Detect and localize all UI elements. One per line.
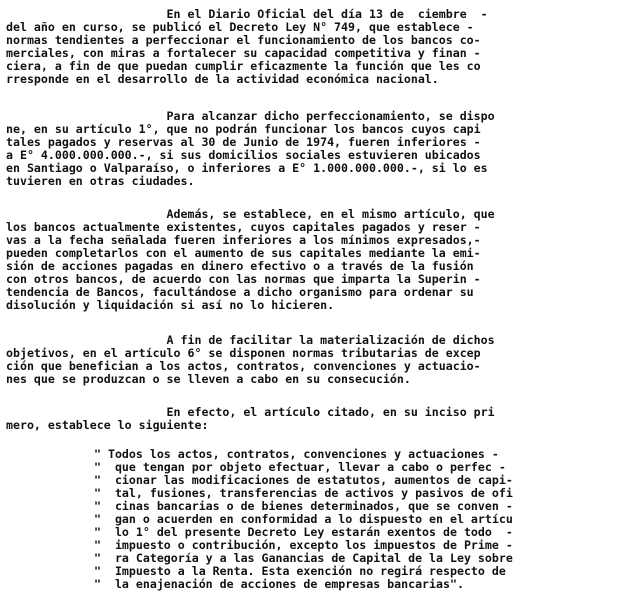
quote-line: " Impuesto a la Renta. Esta exención no regirá respecto de (94, 564, 506, 578)
text-line: normas tendientes a perfeccionar el funcionamiento de los bancos co- (6, 33, 481, 47)
quote-line: " gan o acuerden en conformidad a lo dispuesto en el artícu (94, 512, 513, 526)
text-line: merciales, con miras a fortalecer su capacidad competitiva y finan - (6, 46, 481, 60)
paragraph-4 (6, 334, 618, 386)
quote-line: " la enajenación de acciones de empresas bancarias". (94, 577, 464, 591)
paragraph-1 (6, 8, 618, 86)
text-line: objetivos, en el artículo 6° se disponen normas tributarias de excep (6, 346, 481, 360)
text-line: ciera, a fin de que puedan cumplir eficazmente la función que les co (6, 59, 481, 73)
quote-line: " que tengan por objeto efectuar, llevar a cabo o perfec - (94, 460, 506, 474)
text-line: tendencia de Bancos, facultándose a dicho organismo para ordenar su (6, 285, 474, 299)
text-line: tales pagados y reservas al 30 de Junio de 1974, fueren inferiores - (6, 135, 481, 149)
text-line: Para alcanzar dicho perfeccionamiento, se dispo (6, 109, 495, 123)
text-line: En el Diario Oficial del día 13 de ciembre - (6, 7, 488, 21)
quote-line: " cionar las modificaciones de estatutos, aumentos de capi- (94, 473, 513, 487)
text-line: con otros bancos, de acuerdo con las normas que imparta la Superin - (6, 272, 481, 286)
text-line: rresponde en el desarrollo de la actividad económica nacional. (6, 72, 439, 86)
paragraph-3 (6, 208, 618, 312)
quote-line: " cinas bancarias o de bienes determinados, que se conven - (94, 499, 513, 513)
paragraph-2 (6, 110, 618, 188)
text-line: del año en curso, se publicó el Decreto Ley N° 749, que establece - (6, 20, 474, 34)
quote-line: " tal, fusiones, transferencias de activos y pasivos de ofi (94, 486, 513, 500)
text-line: tuvieren en otras ciudades. (6, 174, 195, 188)
text-line: a E° 4.000.000.000.-, si sus domicilios sociales estuvieren ubicados (6, 148, 481, 162)
quote-line: " ra Categoría y a las Ganancias de Capital de la Ley sobre (94, 551, 513, 565)
text-line: disolución y liquidación si así no lo hicieren. (6, 298, 335, 312)
text-line: A fin de facilitar la materialización de dichos (6, 333, 495, 347)
text-line: vas a la fecha señalada fueren inferiores a los mínimos expresados,- (6, 233, 481, 247)
text-line: ción que benefician a los actos, contratos, convenciones y actuacio- (6, 359, 481, 373)
quoted-article (94, 448, 624, 591)
quote-line: " impuesto o contribución, excepto los impuestos de Prime - (94, 538, 513, 552)
text-line: pueden completarlos con el aumento de sus capitales mediante la emi- (6, 246, 481, 260)
text-line: sión de acciones pagadas en dinero efectivo o a través de la fusión (6, 259, 474, 273)
quote-line: " lo 1° del presente Decreto Ley estarán exentos de todo - (94, 525, 513, 539)
quote-line: " Todos los actos, contratos, convenciones y actuaciones - (94, 447, 499, 461)
text-line: los bancos actualmente existentes, cuyos capitales pagados y reser - (6, 220, 481, 234)
text-line: En efecto, el artículo citado, en su inciso pri (6, 405, 495, 419)
text-line: en Santiago o Valparaíso, o inferiores a E° 1.000.000.000.-, si lo es (6, 161, 488, 175)
text-line: ne, en su artículo 1°, que no podrán funcionar los bancos cuyos capi (6, 122, 481, 136)
paragraph-5 (6, 406, 618, 432)
text-line: nes que se produzcan o se lleven a cabo en su consecución. (6, 372, 411, 386)
text-line: Además, se establece, en el mismo artículo, que (6, 207, 495, 221)
text-line: mero, establece lo siguiente: (6, 418, 209, 432)
